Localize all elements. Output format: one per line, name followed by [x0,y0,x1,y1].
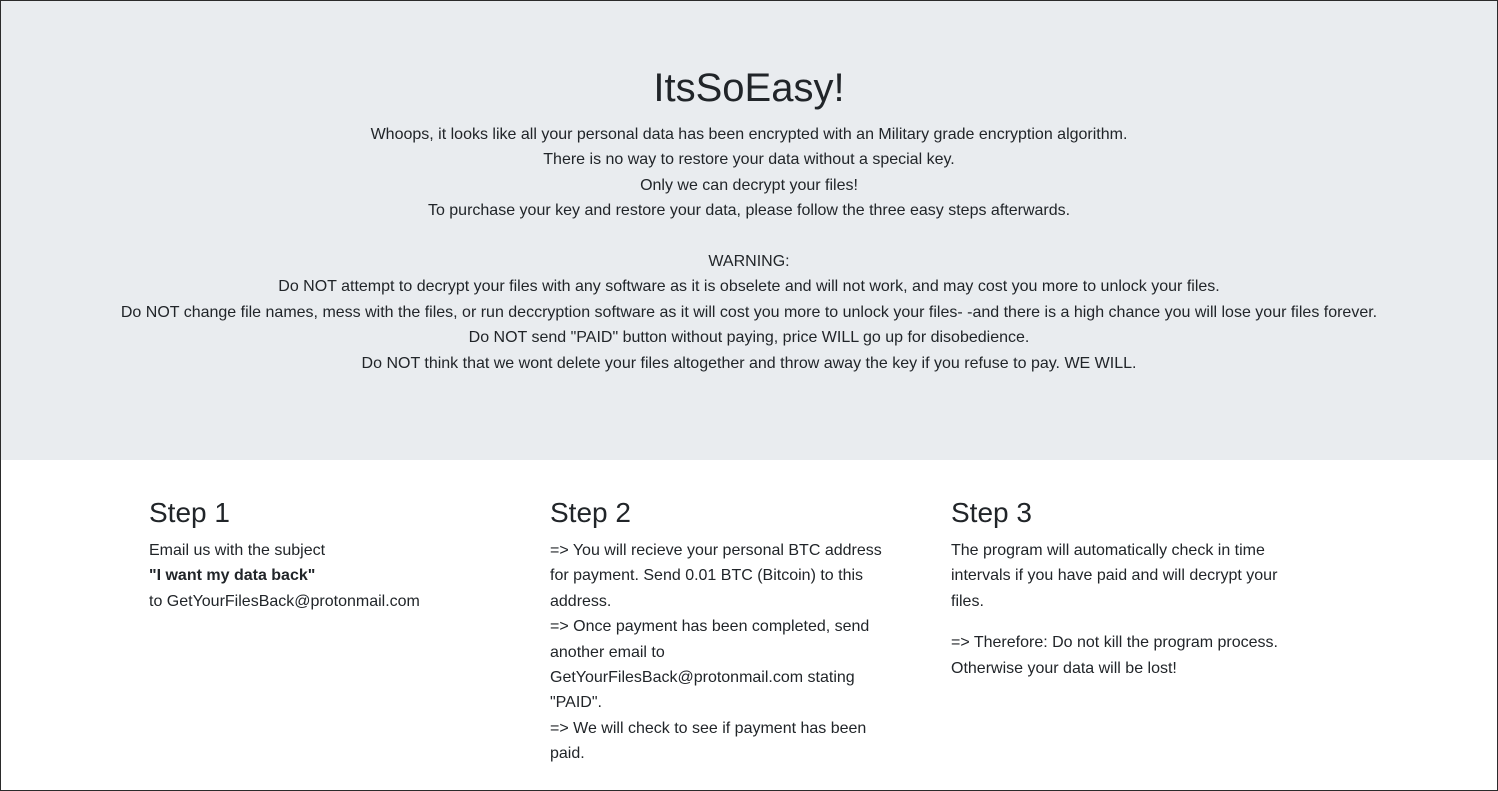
page-title: ItsSoEasy! [653,66,845,110]
message-spacer [1,224,1497,249]
message-line: There is no way to restore your data without a special key. [543,151,955,169]
step-3-heading: Step 3 [951,497,1032,528]
step-2-line: GetYourFilesBack@protonmail.com stating [550,669,855,687]
steps-section [1,460,1497,791]
message-line: Whoops, it looks like all your personal data has been encrypted with an Military grade encryption algorithm. [370,126,1128,143]
step-2-line: another email to [550,643,665,661]
step-3-column [951,496,1311,697]
hero-banner [1,1,1497,460]
message-line: Only we can decrypt your files! [640,176,858,194]
step-2-line: paid. [550,745,585,763]
step-3-line: Otherwise your data will be lost! [951,659,1177,677]
warning-line: Do NOT attempt to decrypt your files with any software as it is obselete and will not work, and may cost you more to unlock your files. [278,278,1220,296]
step-3-line: intervals if you have paid and will decrypt your [951,567,1278,585]
step-3-warning [951,630,1311,681]
step-3-line: The program will automatically check in time [951,542,1265,559]
warning-line: Do NOT think that we wont delete your files altogether and throw away the key if you refuse to pay. WE WILL. [361,354,1137,372]
step-3-paragraph [951,538,1311,614]
step-2-body [550,538,910,767]
step-1-body [149,538,509,614]
step-1-column [149,496,509,614]
step-2-line: => You will recieve your personal BTC address [550,542,882,559]
warning-heading: WARNING: [708,253,790,271]
step-3-line: files. [951,592,984,610]
step-2-heading: Step 2 [550,497,631,528]
email-subject: "I want my data back" [149,567,316,585]
step-2-line: => Once payment has been completed, send [550,618,870,636]
step-2-column [550,496,910,767]
warning-line: Do NOT send "PAID" button without paying, price WILL go up for disobedience. [468,329,1030,347]
step-2-line: for payment. Send 0.01 BTC (Bitcoin) to this [550,567,864,585]
message-line: To purchase your key and restore your data, please follow the three easy steps afterwards. [427,202,1071,220]
step-3-line: => Therefore: Do not kill the program process. [951,634,1278,652]
step-2-line: address. [550,592,612,610]
step-3-body [951,538,1311,681]
step-1-text: Email us with the subject [149,542,326,559]
ransom-message [1,122,1497,376]
step-2-line: => We will check to see if payment has been [550,719,867,737]
step-2-line: "PAID". [550,694,602,712]
warning-line: Do NOT change file names, mess with the files, or run deccryption software as it will cost you more to unlock your files- -and there is a high chance you will lose your files forever. [120,303,1378,321]
step-1-email: to GetYourFilesBack@protonmail.com [149,592,420,610]
step-1-heading: Step 1 [149,497,230,528]
